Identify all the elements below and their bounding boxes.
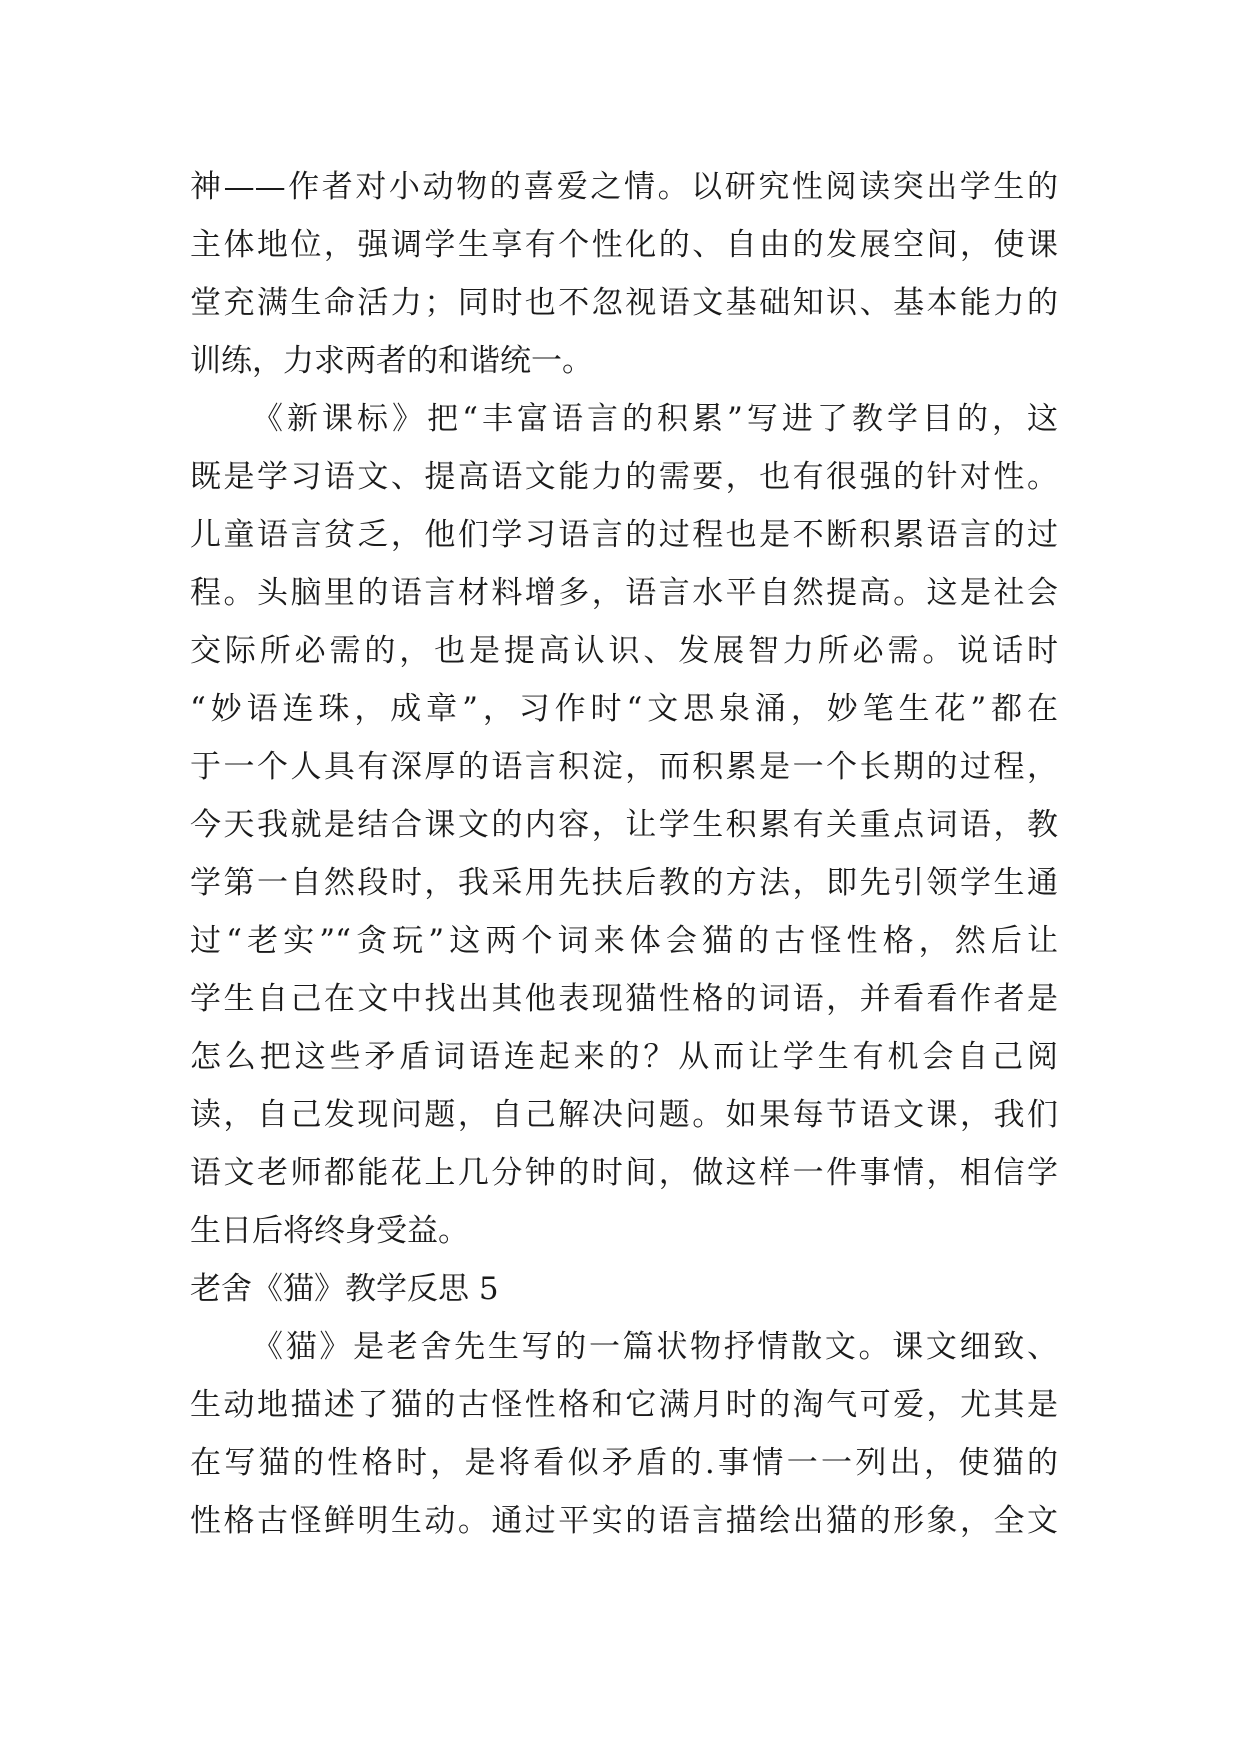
paragraph-2 [190,390,1058,1260]
text-line: 语文老师都能花上几分钟的时间，做这样一件事情，相信学 [190,1155,1058,1191]
text-line: 在写猫的性格时，是将看似矛盾的.事情一一列出，使猫的 [190,1445,1058,1481]
text-line: 训练，力求两者的和谐统一。 [190,343,593,379]
paragraph-1 [190,158,1058,390]
text-line: 主体地位，强调学生享有个性化的、自由的发展空间，使课 [190,227,1058,263]
text-line: 过“老实”“贪玩”这两个词来体会猫的古怪性格，然后让 [190,923,1058,959]
text-line: 程。头脑里的语言材料增多，语言水平自然提高。这是社会 [190,575,1058,611]
text-line: 既是学习语文、提高语文能力的需要，也有很强的针对性。 [190,459,1058,495]
text-line: 于一个人具有深厚的语言积淀，而积累是一个长期的过程， [190,749,1058,785]
text-line: 《新课标》把“丰富语言的积累”写进了教学目的，这 [252,401,1058,437]
text-line: 儿童语言贫乏，他们学习语言的过程也是不断积累语言的过 [190,517,1058,553]
section-heading: 老舍《猫》教学反思 5 [190,1271,499,1307]
text-line: 学第一自然段时，我采用先扶后教的方法，即先引领学生通 [190,865,1058,901]
text-line: 《猫》是老舍先生写的一篇状物抒情散文。课文细致、 [252,1329,1058,1365]
paragraph-3 [190,1318,1058,1550]
text-line: 学生自己在文中找出其他表现猫性格的词语，并看看作者是 [190,981,1058,1017]
text-line: 性格古怪鲜明生动。通过平实的语言描绘出猫的形象，全文 [190,1503,1058,1539]
text-line: 神——作者对小动物的喜爱之情。以研究性阅读突出学生的 [190,169,1058,205]
text-line: 今天我就是结合课文的内容，让学生积累有关重点词语，教 [190,807,1058,843]
text-line: 生日后将终身受益。 [190,1213,469,1249]
text-line: 怎么把这些矛盾词语连起来的？从而让学生有机会自己阅 [190,1039,1058,1075]
text-line: 交际所必需的，也是提高认识、发展智力所必需。说话时 [190,633,1058,669]
text-line: 生动地描述了猫的古怪性格和它满月时的淘气可爱，尤其是 [190,1387,1058,1423]
text-line: 堂充满生命活力；同时也不忽视语文基础知识、基本能力的 [190,285,1058,321]
text-line: “妙语连珠，成章”，习作时“文思泉涌，妙笔生花”都在 [190,691,1058,727]
document-body [190,158,1058,1550]
text-line: 读，自己发现问题，自己解决问题。如果每节语文课，我们 [190,1097,1058,1133]
